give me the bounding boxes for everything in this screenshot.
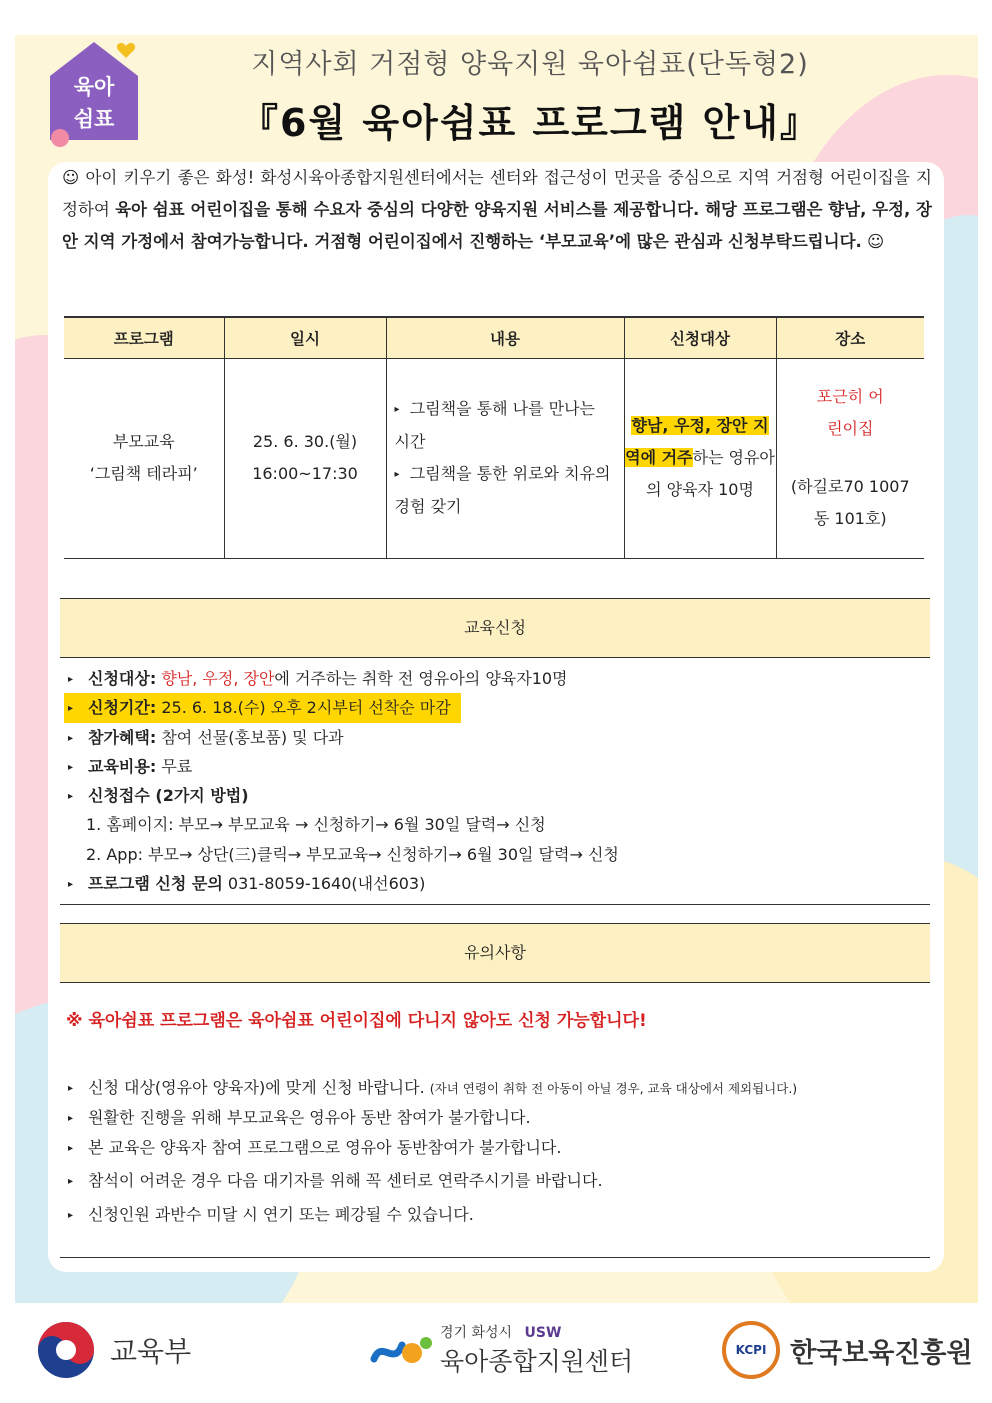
bullet-icon: ▸ bbox=[68, 1113, 74, 1124]
bullet-icon: ▸ bbox=[68, 761, 74, 773]
svg-text:육아: 육아 bbox=[73, 75, 115, 99]
item-value: 참여 선물(홍보품) 및 다과 bbox=[161, 727, 344, 747]
kcpi-logo bbox=[722, 1310, 973, 1390]
note-text: 신청 대상(영유아 양육자)에 맞게 신청 바랍니다. bbox=[88, 1078, 425, 1097]
datetime-cell bbox=[224, 358, 386, 558]
bullet-icon: ▸ bbox=[394, 469, 400, 480]
usw-mark: USW bbox=[524, 1325, 562, 1341]
list-item bbox=[68, 869, 928, 898]
content-item bbox=[395, 458, 616, 523]
bullet-icon: ▸ bbox=[68, 1176, 74, 1187]
program-cell bbox=[64, 358, 224, 558]
program-subtitle: ‘그림책 테라피’ bbox=[89, 464, 198, 483]
intro-smile: ☺ bbox=[861, 232, 885, 251]
item-label: 신청대상: bbox=[88, 669, 157, 688]
content-text: 그림책을 통해 나를 만나는 시간 bbox=[394, 399, 595, 451]
item-label: 신청기간: bbox=[88, 698, 157, 718]
bullet-icon: ▸ bbox=[68, 674, 74, 685]
yuksa-logo bbox=[40, 36, 148, 148]
notice-text: ※ 육아쉼표 프로그램은 육아쉼표 어린이집에 다니지 않아도 신청 가능합니다! bbox=[66, 1011, 647, 1031]
list-item bbox=[68, 1133, 928, 1166]
note-small-text: (자녀 연령이 취학 전 아동이 아닐 경우, 교육 대상에서 제외됩니다.) bbox=[429, 1081, 798, 1096]
bullet-icon: ▸ bbox=[68, 732, 74, 744]
taegeuk-icon bbox=[36, 1320, 96, 1380]
target-regions: 향남, 우정, 장안 bbox=[161, 669, 275, 688]
bullet-icon: ▸ bbox=[394, 404, 400, 415]
bullet-icon: ▸ bbox=[68, 791, 74, 803]
svg-text:쉼표: 쉼표 bbox=[73, 107, 115, 131]
target-rest: 하는 영유아의 양육자 10명 bbox=[646, 448, 775, 499]
page-title: 『6월 육아쉼표 프로그램 안내』 bbox=[240, 101, 820, 145]
target-highlight: 향남, 우정, 장안 지역에 거주 bbox=[625, 416, 769, 467]
col-header-datetime: 일시 bbox=[224, 317, 386, 358]
moe-logo bbox=[36, 1310, 191, 1390]
list-item bbox=[68, 723, 928, 752]
content-cell bbox=[386, 358, 624, 558]
divider bbox=[60, 1257, 930, 1258]
intro-bold-text: 육아 쉼표 어린이집을 통해 수요자 중심의 다양한 양육지원 서비스를 제공합니다. 해당 프로그램은 향남, 우정, 장안 지역 가정에서 참여가능합니다. 거점형 어린이집에서 진행하는 ‘부모교육’에 많은 관심과 신청부탁드립니다. bbox=[62, 200, 932, 251]
center-name: 육아종합지원센터 bbox=[440, 1347, 634, 1376]
list-item bbox=[68, 781, 928, 810]
note-text: 신청인원 과반수 미달 시 연기 또는 폐강될 수 있습니다. bbox=[88, 1205, 474, 1224]
note-text: 본 교육은 양육자 참여 프로그램으로 영유아 동반참여가 불가합니다. bbox=[88, 1138, 562, 1157]
col-header-place: 장소 bbox=[776, 317, 924, 358]
notes-heading: 유의사항 bbox=[60, 923, 930, 983]
application-list bbox=[68, 664, 928, 898]
method-item: 1. 홈페이지: 부모→ 부모교육 → 신청하기→ 6월 30일 달력→ 신청 bbox=[86, 815, 546, 835]
list-item bbox=[68, 752, 928, 781]
content-text: 그림책을 통한 위로와 치유의 경험 갖기 bbox=[394, 464, 611, 516]
notes-list bbox=[68, 1073, 928, 1230]
bullet-icon: ▸ bbox=[68, 1083, 74, 1094]
program-time: 16:00~17:30 bbox=[252, 464, 358, 483]
program-table bbox=[64, 316, 924, 559]
footer bbox=[0, 1310, 992, 1403]
bullet-icon: ▸ bbox=[68, 1143, 74, 1154]
center-region-line bbox=[440, 1322, 633, 1342]
period-highlight bbox=[64, 693, 461, 723]
list-item bbox=[68, 1103, 928, 1133]
list-item bbox=[68, 1166, 928, 1200]
program-name: 부모교육 bbox=[112, 432, 175, 451]
center-mark-icon bbox=[368, 1325, 436, 1375]
content-item bbox=[395, 393, 616, 458]
note-text: 참석이 어려운 경우 다음 대기자를 위해 꼭 센터로 연락주시기를 바랍니다. bbox=[88, 1171, 603, 1190]
bullet-icon: ▸ bbox=[68, 879, 74, 891]
table-row bbox=[64, 358, 924, 558]
target-cell bbox=[624, 358, 776, 558]
item-label: 프로그램 신청 문의 bbox=[88, 874, 223, 894]
page-subtitle: 지역사회 거점형 양육지원 육아쉼표(단독형2) bbox=[251, 49, 809, 80]
note-text: 원활한 진행을 위해 부모교육은 영유아 동반 참여가 불가합니다. bbox=[88, 1108, 531, 1127]
item-value: 무료 bbox=[161, 756, 193, 776]
bullet-icon: ▸ bbox=[68, 703, 74, 715]
place-name: 포근히 어린이집 bbox=[816, 387, 884, 438]
item-label: 교육비용: bbox=[88, 756, 157, 776]
intro-text: ☺ 아이 키우기 좋은 화성! 화성시육아종합지원센터에서는 센터와 접근성이 먼곳을 중심으로 지역 거점형 어린이집을 지정하여 bbox=[62, 168, 932, 219]
item-label: 참가혜택: bbox=[88, 727, 157, 747]
item-value: 에 거주하는 취학 전 영유아의 양육자10명 bbox=[274, 669, 568, 688]
center-logo bbox=[368, 1310, 633, 1390]
intro-paragraph bbox=[62, 162, 932, 258]
item-label: 신청접수 (2가지 방법) bbox=[88, 786, 249, 806]
list-item bbox=[68, 1200, 928, 1230]
program-date: 25. 6. 30.(월) bbox=[252, 432, 358, 451]
kcpi-name: 한국보육진흥원 bbox=[790, 1337, 973, 1369]
center-region: 경기 화성시 bbox=[440, 1325, 513, 1341]
divider bbox=[60, 904, 930, 905]
list-item bbox=[68, 664, 928, 693]
place-cell bbox=[776, 358, 924, 558]
item-value: 25. 6. 18.(수) 오후 2시부터 선착순 마감 bbox=[161, 698, 451, 718]
col-header-content: 내용 bbox=[386, 317, 624, 358]
col-header-program: 프로그램 bbox=[64, 317, 224, 358]
kcpi-badge-icon: KCPI bbox=[722, 1321, 780, 1379]
place-address: (하길로70 1007동 101호) bbox=[790, 477, 910, 528]
col-header-target: 신청대상 bbox=[624, 317, 776, 358]
moe-name: 교육부 bbox=[110, 1335, 192, 1368]
bullet-icon: ▸ bbox=[68, 1210, 74, 1221]
list-item bbox=[68, 693, 928, 722]
method-item: 2. App: 부모→ 상단(三)클릭→ 부모교육→ 신청하기→ 6월 30일 달력→ 신청 bbox=[86, 844, 619, 864]
inquiry-phone: 031-8059-1640(내선603) bbox=[227, 874, 426, 894]
list-item bbox=[68, 1073, 928, 1103]
application-heading: 교육신청 bbox=[60, 598, 930, 658]
